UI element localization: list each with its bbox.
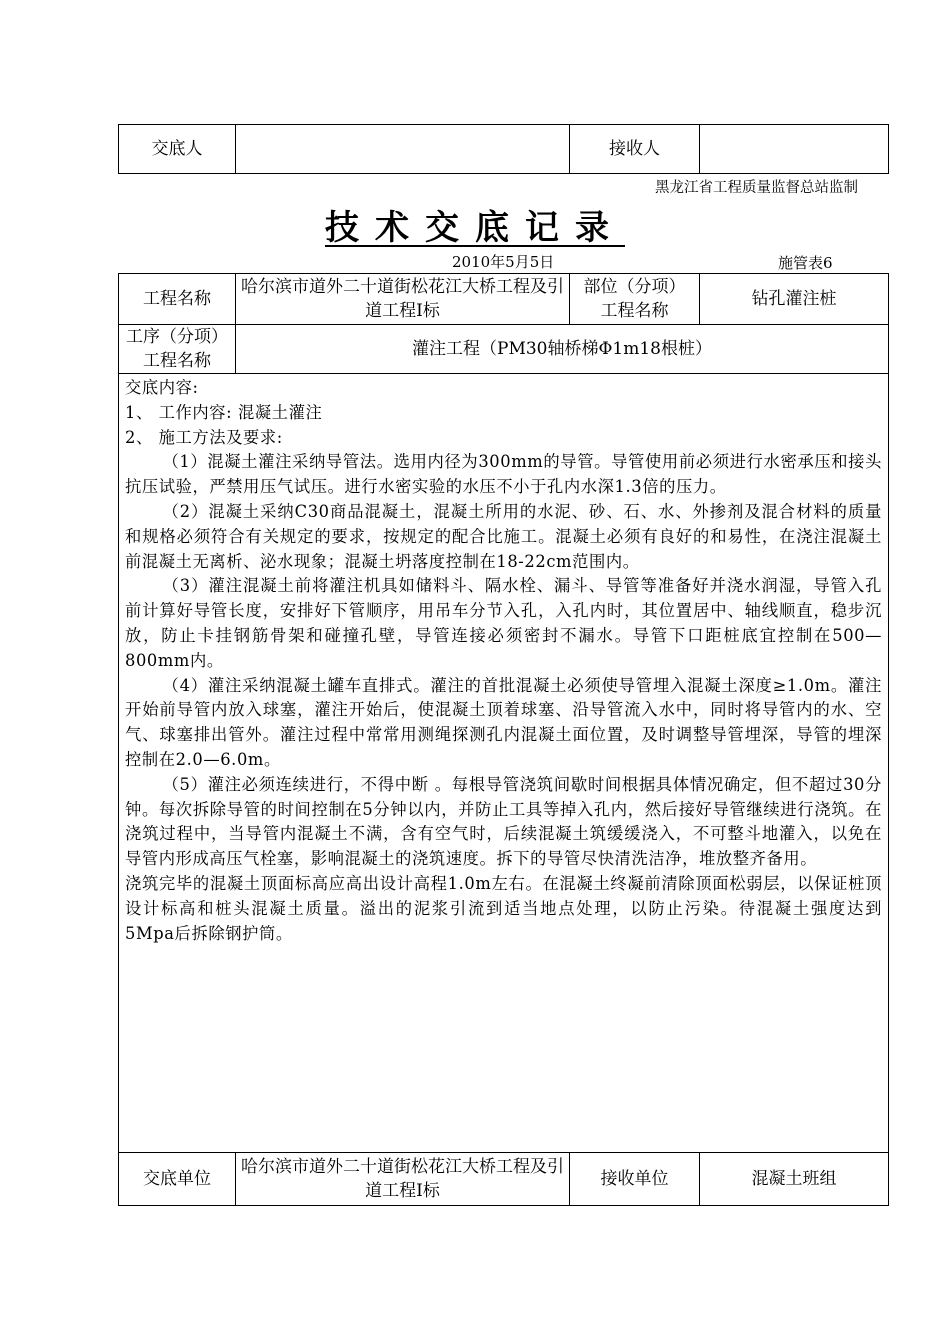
content-item-1: 1、 工作内容: 混凝土灌注 — [125, 402, 323, 422]
part-name-label-line1: 部位（分项） — [583, 277, 686, 297]
process-label-line1: 工序（分项） — [126, 327, 228, 347]
receiving-unit-label: 接收单位 — [570, 1153, 700, 1206]
handover-signature-table — [118, 124, 889, 174]
process-value: 灌注工程（PM30轴桥梯Φ1m18根桩） — [236, 325, 889, 374]
receiving-unit-value: 混凝土班组 — [700, 1153, 889, 1206]
project-name-value: 哈尔滨市道外二十道街松花江大桥工程及引道工程Ⅰ标 — [236, 274, 570, 325]
content-paragraph-5: （5）灌注必须连续进行，不得中断 。每根导管浇筑间歇时间根据具体情况确定，但不超过30分钟。每次拆除导管的时间控制在5分钟以内，并防止工具等掉入孔内，然后接好导管继续进行浇筑。在浇筑过程中，当导管内混凝土不满，含有空气时，后续混凝土筑缓缓浇入，不可整斗地灌入，以免在导管内形成高压气栓塞，影响混凝土的浇筑速度。拆下的导管尽快清洗洁净，堆放整齐备用。 — [125, 774, 882, 869]
form-number: 施管表6 — [778, 254, 833, 272]
receiver-label: 接收人 — [570, 125, 700, 174]
process-label — [119, 325, 236, 374]
part-name-label — [570, 274, 700, 325]
technical-disclosure-table — [118, 273, 889, 1206]
document-date: 2010年5月5日 — [452, 253, 555, 271]
content-paragraph-1: （1）混凝土灌注采纳导管法。选用内径为300mm的导管。导管使用前必须进行水密承压和接头抗压试验，严禁用压气试压。进行水密实验的水压不小于孔内水深1.3倍的压力。 — [125, 452, 882, 497]
project-name-label: 工程名称 — [119, 274, 236, 325]
process-label-line2: 工程名称 — [143, 351, 211, 371]
handover-person-value — [236, 125, 570, 174]
content-paragraph-3: （3）灌注混凝土前将灌注机具如储料斗、隔水栓、漏斗、导管等准备好并浇水润湿，导管入孔前计算好导管长度，安排好下管顺序，用吊车分节入孔，入孔内时，其位置居中、轴线顺直，稳步沉放，防止卡挂钢筋骨架和碰撞孔壁，导管连接必须密封不漏水。导管下口距桩底宜控制在500—800mm内。 — [125, 576, 882, 670]
handover-person-label: 交底人 — [119, 125, 236, 174]
process-row — [119, 325, 889, 374]
document-title-text: 技术交底记录 — [325, 208, 625, 248]
project-row — [119, 274, 889, 325]
document-title — [0, 200, 950, 249]
unit-row — [119, 1153, 889, 1206]
content-item-2: 2、 施工方法及要求: — [125, 427, 283, 447]
content-paragraph-6: 浇筑完毕的混凝土顶面标高应高出设计高程1.0m左右。在混凝土终凝前清除顶面松弱层，以保证桩顶设计标高和桩头混凝土质量。溢出的泥浆引流到适当地点处理，以防止污染。待混凝土强度达到5Mpa后拆除钢护筒。 — [125, 873, 882, 943]
content-paragraph-2: （2）混凝土采纳C30商品混凝土，混凝土所用的水泥、砂、石、水、外掺剂及混合材料的质量和规格必须符合有关规定的要求，按规定的配合比施工。混凝土必须有良好的和易性，在浇注混凝土前混凝土无离析、泌水现象；混凝土坍落度控制在18-22cm范围内。 — [125, 501, 882, 571]
disclosure-content — [119, 374, 889, 1153]
content-row — [119, 374, 889, 1153]
part-name-value: 钻孔灌注桩 — [700, 274, 889, 325]
content-heading: 交底内容: — [125, 378, 199, 397]
supervisor-note: 黑龙江省工程质量监督总站监制 — [655, 180, 858, 196]
part-name-label-line2: 工程名称 — [600, 301, 669, 321]
handover-unit-value: 哈尔滨市道外二十道街松花江大桥工程及引道工程Ⅰ标 — [236, 1153, 570, 1206]
content-paragraph-4: （4）灌注采纳混凝土罐车直排式。灌注的首批混凝土必须使导管埋入混凝土深度≥1.0m。灌注开始前导管内放入球塞，灌注开始后，使混凝土顶着球塞、沿导管流入水中，同时将导管内的水、空气、球塞排出管外。灌注过程中常常用测绳探测孔内混凝土面位置，及时调整导管埋深，导管的埋深控制在2.0—6.0m。 — [125, 675, 882, 769]
handover-unit-label: 交底单位 — [119, 1153, 236, 1206]
receiver-value — [700, 125, 889, 174]
